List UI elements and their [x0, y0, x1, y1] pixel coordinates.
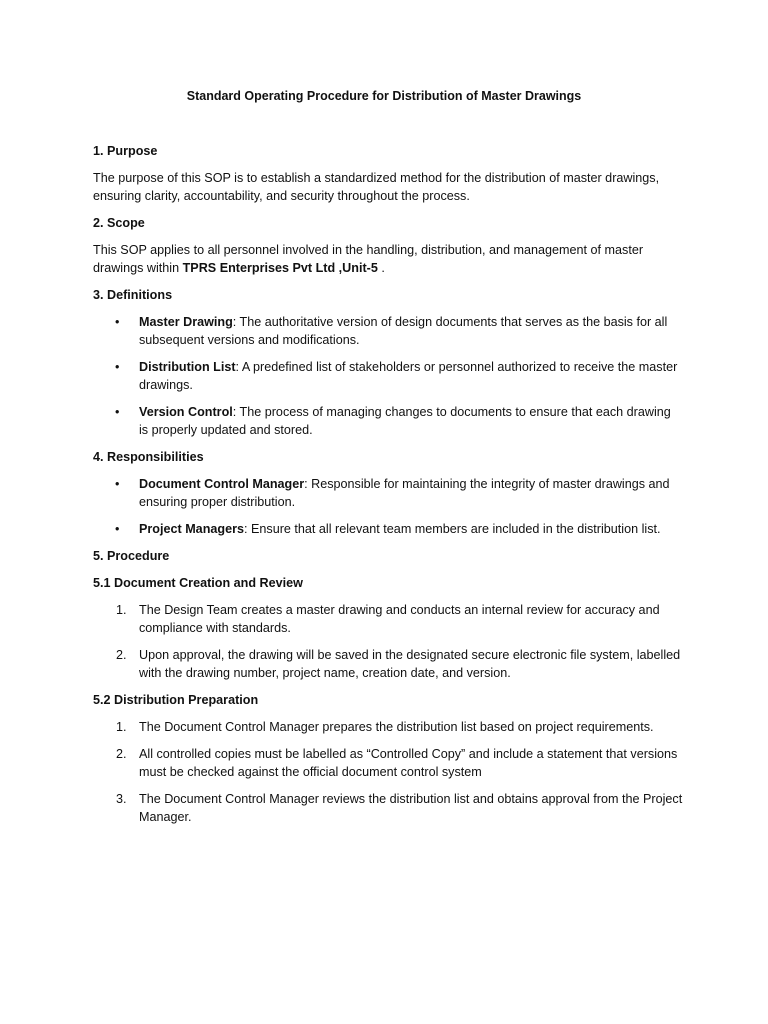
list-item: [93, 745, 683, 781]
scope-paragraph: [93, 241, 683, 277]
step-number: 2.: [116, 747, 127, 761]
step-text: The Design Team creates a master drawing and conducts an internal review for accuracy and compliance with standards.: [139, 603, 660, 635]
purpose-paragraph: The purpose of this SOP is to establish a standardized method for the distribution of master drawings, ensuring clarity, accountability, and security throughout the process.: [93, 171, 660, 203]
role-text: : Responsible for maintaining the integrity of master drawings and ensuring proper distribution.: [139, 477, 670, 509]
section-heading-purpose: 1. Purpose: [93, 144, 158, 158]
step-number: 3.: [116, 792, 127, 806]
scope-text-end: .: [377, 261, 385, 275]
document-title: Standard Operating Procedure for Distribution of Master Drawings: [186, 89, 582, 103]
step-text: The Document Control Manager prepares the distribution list based on project requirements.: [139, 720, 654, 734]
list-item: [93, 718, 683, 736]
step-text: All controlled copies must be labelled as “Controlled Copy” and include a statement that versions must be checked against the official document control system: [139, 747, 678, 779]
company-name: TPRS Enterprises Pvt Ltd ,Unit-5: [182, 261, 378, 275]
list-item: [93, 403, 683, 439]
scope-text: This SOP applies to all personnel involved in the handling, distribution, and management of master drawings within: [93, 243, 644, 275]
definition-term: Master Drawing: [139, 315, 233, 329]
role-term: Project Managers: [139, 522, 244, 536]
definition-text: : A predefined list of stakeholders or personnel authorized to receive the master drawings.: [139, 360, 678, 392]
definition-term: Distribution List: [139, 360, 236, 374]
section-heading-scope: 2. Scope: [93, 216, 145, 230]
step-number: 1.: [116, 603, 127, 617]
definitions-list: [93, 313, 683, 439]
role-term: Document Control Manager: [139, 477, 305, 491]
list-item: [93, 790, 683, 826]
responsibilities-list: [93, 475, 683, 538]
bullet-icon: •: [115, 405, 120, 419]
definition-term: Version Control: [139, 405, 233, 419]
bullet-icon: •: [115, 522, 120, 536]
step-number: 1.: [116, 720, 127, 734]
subsection-heading-distribution-preparation: 5.2 Distribution Preparation: [93, 693, 259, 707]
section-heading-procedure: 5. Procedure: [93, 549, 170, 563]
list-item: [93, 601, 683, 637]
list-item: [93, 520, 683, 538]
distribution-preparation-steps: [93, 718, 683, 826]
list-item: [93, 313, 683, 349]
definition-text: : The authoritative version of design documents that serves as the basis for all subsequent versions and modifications.: [139, 315, 668, 347]
section-heading-definitions: 3. Definitions: [93, 288, 173, 302]
list-item: [93, 646, 683, 682]
step-number: 2.: [116, 648, 127, 662]
bullet-icon: •: [115, 477, 120, 491]
document-body: [93, 142, 683, 835]
list-item: [93, 475, 683, 511]
step-text: Upon approval, the drawing will be saved in the designated secure electronic file system, labelled with the drawing number, project name, creation date, and version.: [139, 648, 681, 680]
step-text: The Document Control Manager reviews the distribution list and obtains approval from the Project Manager.: [139, 792, 683, 824]
role-text: : Ensure that all relevant team members are included in the distribution list.: [244, 522, 661, 536]
bullet-icon: •: [115, 315, 120, 329]
definition-text: : The process of managing changes to documents to ensure that each drawing is properly updated and stored.: [139, 405, 671, 437]
creation-review-steps: [93, 601, 683, 682]
bullet-icon: •: [115, 360, 120, 374]
list-item: [93, 358, 683, 394]
section-heading-responsibilities: 4. Responsibilities: [93, 450, 204, 464]
subsection-heading-creation-review: 5.1 Document Creation and Review: [93, 576, 303, 590]
